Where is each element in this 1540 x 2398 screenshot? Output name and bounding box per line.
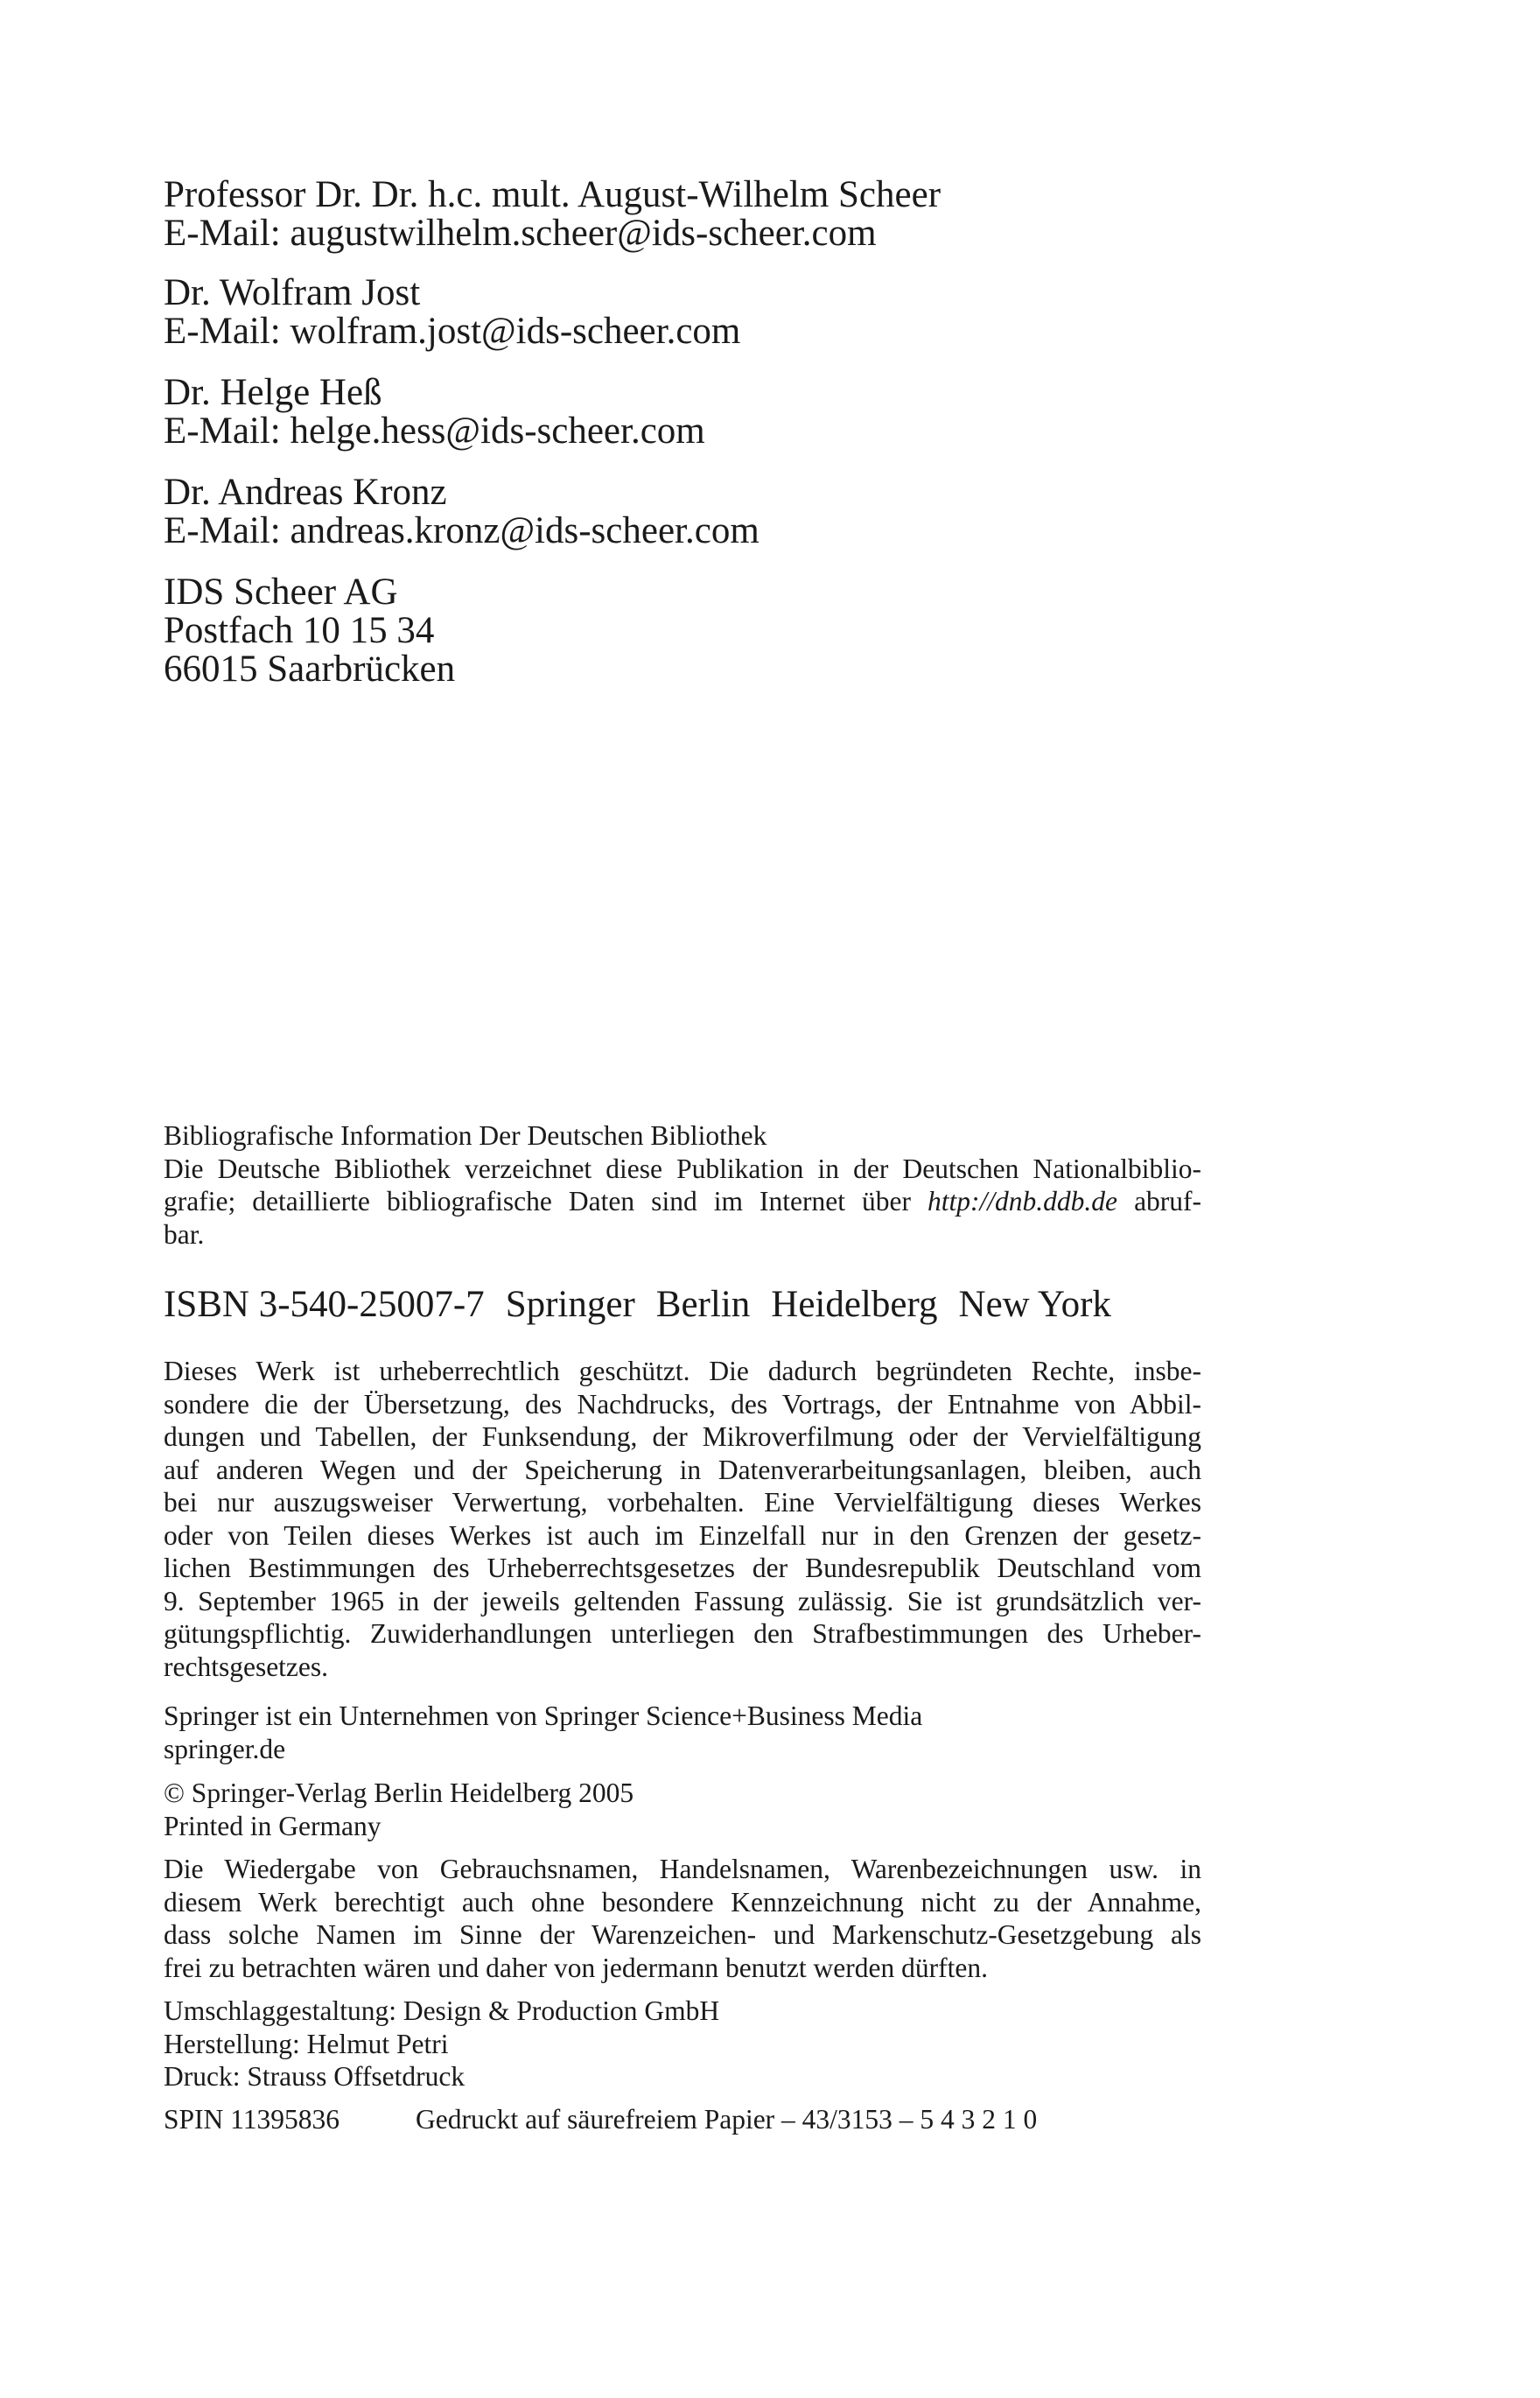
- notice-line: Dieses Werk ist urheberrechtlich geschützt. Die dadurch begründeten Rechte, insbe-: [164, 1356, 1201, 1386]
- bibliography-line: bar.: [164, 1218, 205, 1250]
- notice-line: bei nur auszugsweiser Verwertung, vorbehalten. Eine Vervielfältigung dieses Werkes: [164, 1487, 1201, 1518]
- production-credits: [164, 1995, 719, 2093]
- author-name: Dr. Andreas Kronz: [164, 472, 447, 513]
- notice-line: auf anderen Wegen und der Speicherung in Datenverarbeitungsanlagen, bleiben, auch: [164, 1454, 1201, 1485]
- author-name: Dr. Helge Heß: [164, 372, 382, 413]
- springer-block: [164, 1700, 922, 1765]
- springer-website[interactable]: springer.de: [164, 1733, 286, 1764]
- bibliography-url[interactable]: http://dnb.ddb.de: [928, 1186, 1118, 1217]
- author-name: Professor Dr. Dr. h.c. mult. August-Wilhelm Scheer: [164, 174, 942, 215]
- city: 66015 Saarbrücken: [164, 649, 456, 690]
- address-block: [164, 573, 455, 689]
- isbn-line: [164, 1286, 1111, 1324]
- bibliography-line: Die Deutsche Bibliothek verzeichnet diese Publikation in der Deutschen Nationalbiblio-: [164, 1153, 1201, 1184]
- notice-line: rechtsgesetzes.: [164, 1651, 329, 1682]
- notice-line: gütungspflichtig. Zuwiderhandlungen unterliegen den Strafbestimmungen des Urheber-: [164, 1618, 1201, 1649]
- publisher-copyright: [164, 1777, 634, 1842]
- trademark-line: frei zu betrachten wären und daher von jedermann benutzt werden dürften.: [164, 1952, 988, 1983]
- notice-line: dungen und Tabellen, der Funksendung, der Mikroverfilmung oder der Vervielfältigung: [164, 1421, 1201, 1452]
- company-name: IDS Scheer AG: [164, 571, 398, 613]
- trademark-line: diesem Werk berechtigt auch ohne besondere Kennzeichnung nicht zu der Annahme,: [164, 1886, 1201, 1918]
- paper-info: Gedruckt auf säurefreiem Papier – 43/3153 – 5 4 3 2 1 0: [416, 2104, 1038, 2135]
- manufacturing: Herstellung: Helmut Petri: [164, 2028, 449, 2059]
- bibliography-line: [164, 1185, 1201, 1218]
- author-email: E-Mail: helge.hess@ids-scheer.com: [164, 410, 705, 452]
- author-block-1: [164, 176, 941, 253]
- isbn-city: Berlin: [655, 1284, 751, 1325]
- bibliography-title: Bibliografische Information Der Deutschen Bibliothek: [164, 1120, 767, 1151]
- trademark-line: Die Wiedergabe von Gebrauchsnamen, Handelsnamen, Warenbezeichnungen usw. in: [164, 1854, 1201, 1884]
- trademark-notice: [164, 1853, 1201, 1984]
- author-email: E-Mail: andreas.kronz@ids-scheer.com: [164, 510, 760, 551]
- notice-line: oder von Teilen dieses Werkes ist auch im Einzelfall nur in den Grenzen der gesetz-: [164, 1519, 1201, 1551]
- author-email: E-Mail: augustwilhelm.scheer@ids-scheer.com: [164, 213, 877, 254]
- springer-company: Springer ist ein Unternehmen von Springer Science+Business Media: [164, 1700, 923, 1731]
- postbox: Postfach 10 15 34: [164, 610, 435, 651]
- bibliography-text: grafie; detaillierte bibliografische Daten sind im Internet über: [164, 1186, 911, 1217]
- author-block-3: [164, 374, 705, 451]
- cover-design: Umschlaggestaltung: Design & Production GmbH: [164, 1995, 720, 2026]
- notice-line: lichen Bestimmungen des Urheberrechtsgesetzes der Bundesrepublik Deutschland vom: [164, 1553, 1201, 1583]
- isbn-city: New York: [958, 1284, 1111, 1325]
- isbn-city: Heidelberg: [771, 1284, 938, 1325]
- spin-line: [164, 2103, 1037, 2136]
- author-email: E-Mail: wolfram.jost@ids-scheer.com: [164, 311, 741, 352]
- spin-number: SPIN 11395836: [164, 2104, 340, 2135]
- copyright-line: © Springer-Verlag Berlin Heidelberg 2005: [164, 1777, 634, 1808]
- bibliography-block: [164, 1119, 1201, 1251]
- author-block-4: [164, 473, 760, 550]
- notice-line: sondere die der Übersetzung, des Nachdrucks, des Vortrags, der Entnahme von Abbil-: [164, 1388, 1201, 1420]
- isbn-publisher: Springer: [505, 1284, 635, 1325]
- notice-line: 9. September 1965 in der jeweils geltenden Fassung zulässig. Sie ist grundsätzlich ver-: [164, 1585, 1201, 1616]
- printing: Druck: Strauss Offsetdruck: [164, 2061, 466, 2092]
- printed-in: Printed in Germany: [164, 1810, 382, 1841]
- bibliography-text: abruf-: [1134, 1186, 1202, 1217]
- author-name: Dr. Wolfram Jost: [164, 272, 421, 313]
- copyright-notice: [164, 1355, 1201, 1683]
- author-block-2: [164, 274, 740, 351]
- isbn-number: ISBN 3-540-25007-7: [164, 1284, 485, 1325]
- trademark-line: dass solche Namen im Sinne der Warenzeichen- und Markenschutz-Gesetzgebung als: [164, 1919, 1201, 1950]
